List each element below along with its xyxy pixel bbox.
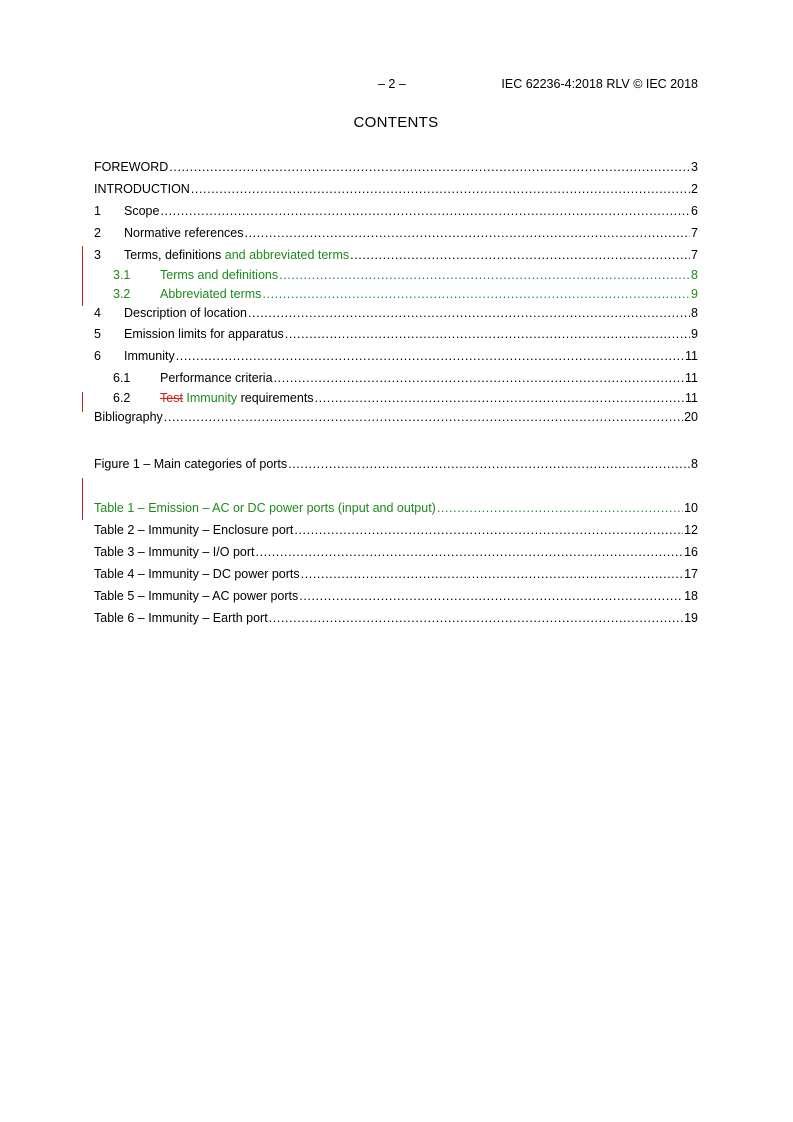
toc-entry-table-6[interactable] xyxy=(94,607,698,629)
toc-page-number: 2 xyxy=(691,182,698,196)
toc-section-number: 3.1 xyxy=(113,268,131,282)
toc-entry-title: Table 4 – Immunity – DC power ports xyxy=(94,567,300,581)
standard-reference: IEC 62236-4:2018 RLV © IEC 2018 xyxy=(501,77,698,91)
toc-title-added-text: and abbreviated terms xyxy=(221,248,350,262)
toc-entry-table-1[interactable] xyxy=(94,497,698,519)
toc-page-number: 18 xyxy=(684,589,698,603)
toc-leader xyxy=(288,453,690,475)
toc-page-number: 11 xyxy=(685,349,698,363)
change-bar-section-3 xyxy=(82,246,83,306)
toc-leader xyxy=(285,323,690,345)
toc-page-number: 3 xyxy=(691,160,698,174)
toc-entry-title: Table 1 – Emission – AC or DC power ports (input and output) xyxy=(94,501,436,515)
toc-page-number: 6 xyxy=(691,204,698,218)
toc-page-number: 9 xyxy=(691,327,698,341)
toc-title-text: requirements xyxy=(237,391,314,405)
toc-leader xyxy=(350,244,690,266)
toc-section-number: 6.1 xyxy=(113,371,131,385)
toc-entry-bibliography[interactable] xyxy=(94,408,698,427)
toc-tables xyxy=(94,497,698,629)
toc-leader xyxy=(279,266,690,285)
toc-page-number: 7 xyxy=(691,226,698,240)
toc-title-added-text: Immunity xyxy=(186,391,238,405)
toc-page-number: 10 xyxy=(684,501,698,515)
toc-entry-title: Performance criteria xyxy=(160,371,273,385)
toc-leader xyxy=(248,304,690,323)
toc-figures xyxy=(94,453,698,475)
toc-entry-title: Emission limits for apparatus xyxy=(124,327,284,341)
change-bar-table-1 xyxy=(82,478,83,520)
toc-leader xyxy=(262,285,690,304)
toc-entry-title: Scope xyxy=(124,204,160,218)
toc-page-number: 11 xyxy=(685,371,698,385)
toc-leader xyxy=(176,345,684,367)
toc-page-number: 9 xyxy=(691,287,698,301)
toc-page-number: 8 xyxy=(691,457,698,471)
toc-entry-title: Bibliography xyxy=(94,410,163,424)
toc-leader xyxy=(164,408,683,427)
toc-title-deleted-text: Test xyxy=(160,391,183,405)
toc-page-number: 8 xyxy=(691,268,698,282)
toc-entry-title: Table 5 – Immunity – AC power ports xyxy=(94,589,299,603)
toc-entry-title: Normative references xyxy=(124,226,244,240)
toc-page-number: 17 xyxy=(684,567,698,581)
toc-entry-table-4[interactable] xyxy=(94,563,698,585)
toc-section-number: 2 xyxy=(94,226,101,240)
toc-section-number: 6.2 xyxy=(113,391,131,405)
toc-entry-table-5[interactable] xyxy=(94,585,698,607)
toc-entry-title: Abbreviated terms xyxy=(160,287,262,301)
toc-entry-scope[interactable] xyxy=(94,200,698,222)
toc-leader xyxy=(245,222,691,244)
toc-title-text: Terms, definitions xyxy=(124,248,222,262)
toc-leader xyxy=(256,541,684,563)
toc-page-number: 19 xyxy=(684,611,698,625)
toc-entry-table-2[interactable] xyxy=(94,519,698,541)
toc-leader xyxy=(315,389,684,408)
toc-leader xyxy=(269,607,683,629)
toc-entry-title xyxy=(160,389,314,408)
toc-entry-title: INTRODUCTION xyxy=(94,182,190,196)
toc-leader xyxy=(301,563,683,585)
toc-page-number: 8 xyxy=(691,306,698,320)
toc-entry-figure-1[interactable] xyxy=(94,453,698,475)
toc-entry-title xyxy=(124,244,349,266)
toc-entry-title: Figure 1 – Main categories of ports xyxy=(94,457,288,471)
toc-leader xyxy=(274,367,684,389)
toc-entry-emission-limits[interactable] xyxy=(94,323,698,345)
toc-entry-title: Table 3 – Immunity – I/O port xyxy=(94,545,255,559)
toc-section-number: 4 xyxy=(94,306,101,320)
toc-entry-immunity[interactable] xyxy=(94,345,698,367)
toc-section-number: 3 xyxy=(94,248,101,262)
toc-entry-table-3[interactable] xyxy=(94,541,698,563)
toc-page-number: 12 xyxy=(684,523,698,537)
toc-entry-title: Table 2 – Immunity – Enclosure port xyxy=(94,523,294,537)
page-number: – 2 – xyxy=(378,77,406,91)
toc-section-number: 1 xyxy=(94,204,101,218)
toc-leader xyxy=(299,585,683,607)
page-title: CONTENTS xyxy=(353,114,439,131)
toc-entry-title: Description of location xyxy=(124,306,247,320)
change-bar-section-6-2 xyxy=(82,392,83,412)
toc-entry-introduction[interactable] xyxy=(94,178,698,200)
toc-entry-title: Table 6 – Immunity – Earth port xyxy=(94,611,268,625)
toc-section-number: 5 xyxy=(94,327,101,341)
toc-leader xyxy=(191,178,690,200)
toc-entry-description-of-location[interactable] xyxy=(94,304,698,323)
toc-page-number: 7 xyxy=(691,248,698,262)
toc-page-number: 16 xyxy=(684,545,698,559)
toc-page-number: 20 xyxy=(684,410,698,424)
toc-entry-title: FOREWORD xyxy=(94,160,169,174)
toc-section-number: 6 xyxy=(94,349,101,363)
toc-section-number: 3.2 xyxy=(113,287,131,301)
toc-entry-terms-definitions[interactable] xyxy=(94,244,698,266)
toc-entry-abbreviated-terms[interactable] xyxy=(94,285,698,304)
toc-entry-foreword[interactable] xyxy=(94,156,698,178)
toc-leader xyxy=(294,519,683,541)
toc-entry-immunity-requirements[interactable] xyxy=(94,389,698,408)
toc-entry-terms-and-definitions[interactable] xyxy=(94,266,698,285)
toc-leader xyxy=(160,200,690,222)
toc-entry-title: Immunity xyxy=(124,349,175,363)
toc-entry-title: Terms and definitions xyxy=(160,268,279,282)
toc-leader xyxy=(169,156,690,178)
page-header xyxy=(94,77,698,93)
toc-entry-performance-criteria[interactable] xyxy=(94,367,698,389)
toc-page-number: 11 xyxy=(685,391,698,405)
toc-entry-normative-references[interactable] xyxy=(94,222,698,244)
toc-contents xyxy=(94,156,698,427)
toc-leader xyxy=(437,497,683,519)
